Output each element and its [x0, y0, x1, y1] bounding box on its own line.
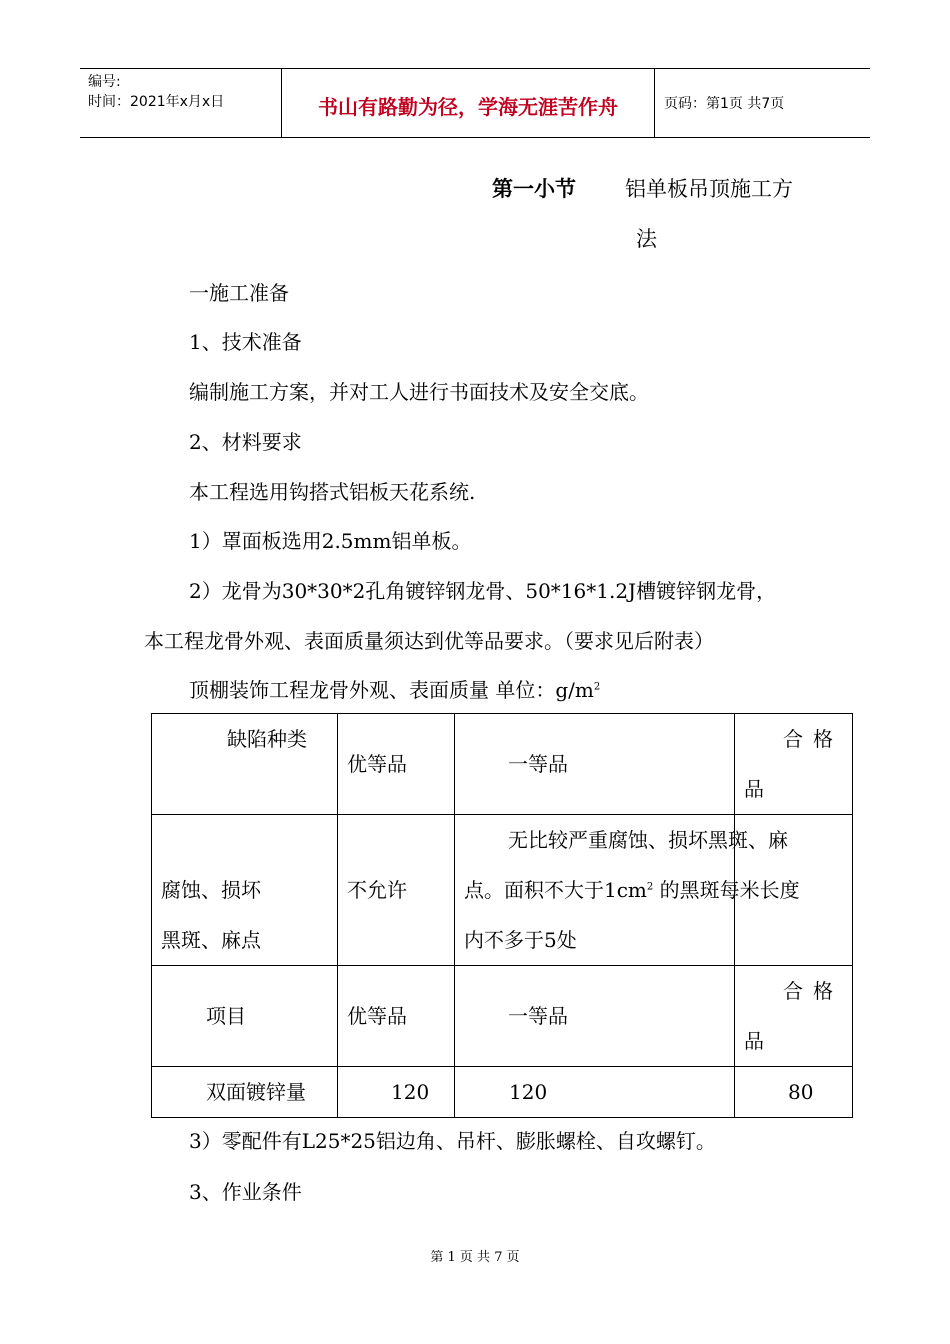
- paragraph-plan: 编制施工方案，并对工人进行书面技术及安全交底。: [189, 380, 649, 404]
- table-row: [152, 714, 853, 815]
- cell-first-grade-desc: 无比较严重腐蚀、损坏黑斑、麻 点。面积不大于$1cm^2$ 的黑斑每米长度 内不多于5处: [455, 815, 735, 966]
- heading-material-req: 2、材料要求: [189, 430, 302, 454]
- cell-grade-excellent: 优等品: [338, 714, 455, 815]
- paragraph-keel-line1: 2）龙骨为30*30*2孔角镀锌钢龙骨、50*16*1.2J槽镀锌钢龙骨，: [189, 579, 777, 603]
- section-title: 第一小节: [492, 177, 576, 201]
- header-meta: [88, 72, 224, 112]
- cell-value-first: 120: [455, 1067, 735, 1118]
- paragraph-panel: 1）罩面板选用2.5mm铝单板。: [189, 529, 472, 553]
- cell-zinc-amount: 双面镀锌量: [152, 1067, 338, 1118]
- section-subtitle-line2: 法: [636, 227, 657, 251]
- cell-value-qualified: 80: [735, 1067, 853, 1118]
- cell-item: 项目: [152, 966, 338, 1067]
- cell-grade-excellent: 优等品: [338, 966, 455, 1067]
- header-motto: 书山有路勤为径，学海无涯苦作舟: [318, 95, 618, 119]
- cell-grade-qualified: 合格 品: [735, 966, 853, 1067]
- header-time-label: 时间：2021年x月x日: [88, 94, 225, 110]
- heading-technical-prep: 1、技术准备: [189, 330, 302, 354]
- header-code-label: 编号:: [88, 74, 121, 90]
- cell-grade-qualified: 合格 品: [735, 714, 853, 815]
- paragraph-accessories: 3）零配件有L25*25铝边角、吊杆、膨胀螺栓、自攻螺钉。: [189, 1129, 716, 1153]
- paragraph-system: 本工程选用钩搭式铝板天花系统.: [189, 480, 476, 504]
- paragraph-keel-line2: 本工程龙骨外观、表面质量须达到优等品要求。（要求见后附表）: [144, 629, 714, 653]
- heading-work-conditions: 3、作业条件: [189, 1180, 302, 1204]
- page-footer: 第 1 页 共 7 页: [430, 1250, 520, 1265]
- cell-defect-name: 腐蚀、损坏 黑斑、麻点: [152, 815, 338, 966]
- page-header: [80, 68, 870, 138]
- cell-grade-first: 一等品: [455, 966, 735, 1067]
- header-divider: [654, 69, 655, 137]
- header-page-info: 页码：第1页 共7页: [664, 96, 785, 112]
- section-subtitle-line1: 铝单板吊顶施工方: [625, 177, 793, 201]
- cell-defect-type: 缺陷种类: [152, 714, 338, 815]
- heading-construction-prep: 一施工准备: [189, 281, 289, 305]
- cell-grade-first: 一等品: [455, 714, 735, 815]
- quality-table: [151, 713, 853, 1118]
- cell-not-allowed: 不允许: [338, 815, 455, 966]
- table-row: [152, 966, 853, 1067]
- table-caption: 顶棚装饰工程龙骨外观、表面质量 单位：$g/m^2$: [189, 678, 601, 702]
- table-row: [152, 1067, 853, 1118]
- cell-value-excellent: 120: [338, 1067, 455, 1118]
- table-row: [152, 815, 853, 966]
